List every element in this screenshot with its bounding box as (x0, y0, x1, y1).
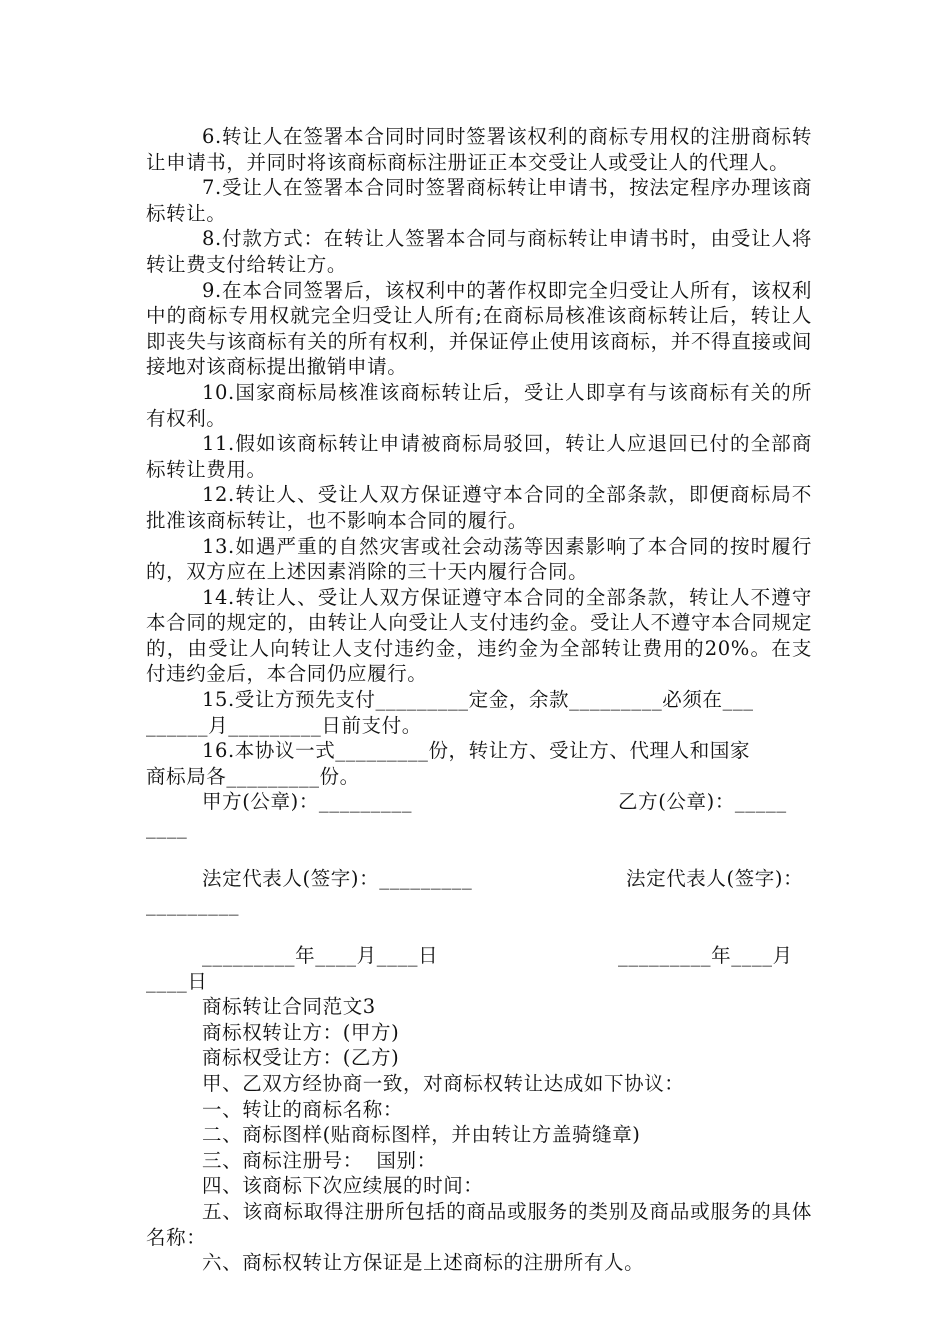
party-b-seal-continued: ____ (146, 816, 188, 840)
date-row (146, 943, 812, 969)
transferor-line: 商标权转让方：(甲方) (202, 1020, 400, 1044)
clause-8: 8.付款方式：在转让人签署本合同与商标转让申请书时，由受让人将转让费支付给转让方。 (146, 227, 812, 276)
clause-14: 14.转让人、受让人双方保证遵守本合同的全部条款，转让人不遵守本合同的规定的，由转让人向受让人支付违约金。受让人不遵守本合同规定的，由受让人向转让人支付违约金，违约金为全部转让费用的20%。在支付违约金后，本合同仍应履行。 (146, 585, 812, 686)
representative-row (146, 866, 812, 892)
spacer (146, 841, 812, 867)
contract-document (146, 124, 812, 1276)
clause-6: 6.转让人在签署本合同时同时签署该权利的商标专用权的注册商标转让申请书，并同时将该商标商标注册证正本交受让人或受让人的代理人。 (146, 125, 812, 174)
item-6-ownership-guarantee: 六、商标权转让方保证是上述商标的注册所有人。 (202, 1251, 645, 1275)
section-3-title: 商标转让合同范文3 (202, 995, 376, 1019)
party-a-representative: 法定代表人(签字)：_________ (202, 867, 473, 891)
clause-15-line-1: 15.受让方预先支付_________定金，余款_________必须在___ (202, 688, 754, 712)
clause-11: 11.假如该商标转让申请被商标局驳回，转让人应退回已付的全部商标转让费用。 (146, 432, 812, 481)
clause-16-line-1: 16.本协议一式_________份，转让方、受让方、代理人和国家 (202, 739, 751, 763)
clause-13: 13.如遇严重的自然灾害或社会动荡等因素影响了本合同的按时履行的，双方应在上述因素消除的三十天内履行合同。 (146, 534, 812, 584)
item-3-registration-number: 三、商标注册号： 国别： (202, 1148, 437, 1172)
party-a-seal: 甲方(公章)：_________ (202, 790, 413, 814)
transferee-line: 商标权受让方：(乙方) (202, 1046, 400, 1070)
party-a-date: _________年____月____日 (202, 944, 439, 967)
clause-16-line-2: 商标局各_________份。 (146, 764, 360, 788)
item-4-renewal-time: 四、该商标下次应续展的时间： (202, 1174, 484, 1198)
party-b-date-continued: ____日 (146, 969, 208, 993)
clause-10: 10.国家商标局核准该商标转让后，受让人即享有与该商标有关的所有权利。 (146, 380, 812, 430)
clause-7: 7.受让人在签署本合同时签署商标转让申请书，按法定程序办理该商标转让。 (146, 176, 812, 225)
party-b-date: _________年____月 (618, 944, 793, 967)
party-b-representative: 法定代表人(签字)： (626, 867, 804, 891)
item-1-trademark-name: 一、转让的商标名称： (202, 1097, 404, 1121)
party-b-representative-continued: _________ (146, 892, 240, 916)
agreement-intro: 甲、乙双方经协商一致，对商标权转让达成如下协议： (202, 1071, 685, 1095)
clause-12: 12.转让人、受让人双方保证遵守本合同的全部条款，即便商标局不批准该商标转让，也不影响本合同的履行。 (146, 483, 812, 532)
seal-row (146, 789, 812, 815)
clause-9: 9.在本合同签署后，该权利中的著作权即完全归受让人所有，该权利中的商标专用权就完全归受让人所有;在商标局核准该商标转让后，转让人即丧失与该商标有关的所有权利，并保证停止使用该商标，并不得直接或间接地对该商标提出撤销申请。 (146, 278, 812, 379)
spacer (146, 917, 812, 943)
item-2-trademark-sample: 二、商标图样(贴商标图样，并由转让方盖骑缝章) (202, 1123, 641, 1147)
item-5-goods-services: 五、该商标取得注册所包括的商品或服务的类别及商品或服务的具体名称： (146, 1199, 812, 1249)
clause-15-line-2: ______月_________日前支付。 (146, 713, 422, 737)
party-b-seal: 乙方(公章)：_____ (618, 790, 787, 814)
